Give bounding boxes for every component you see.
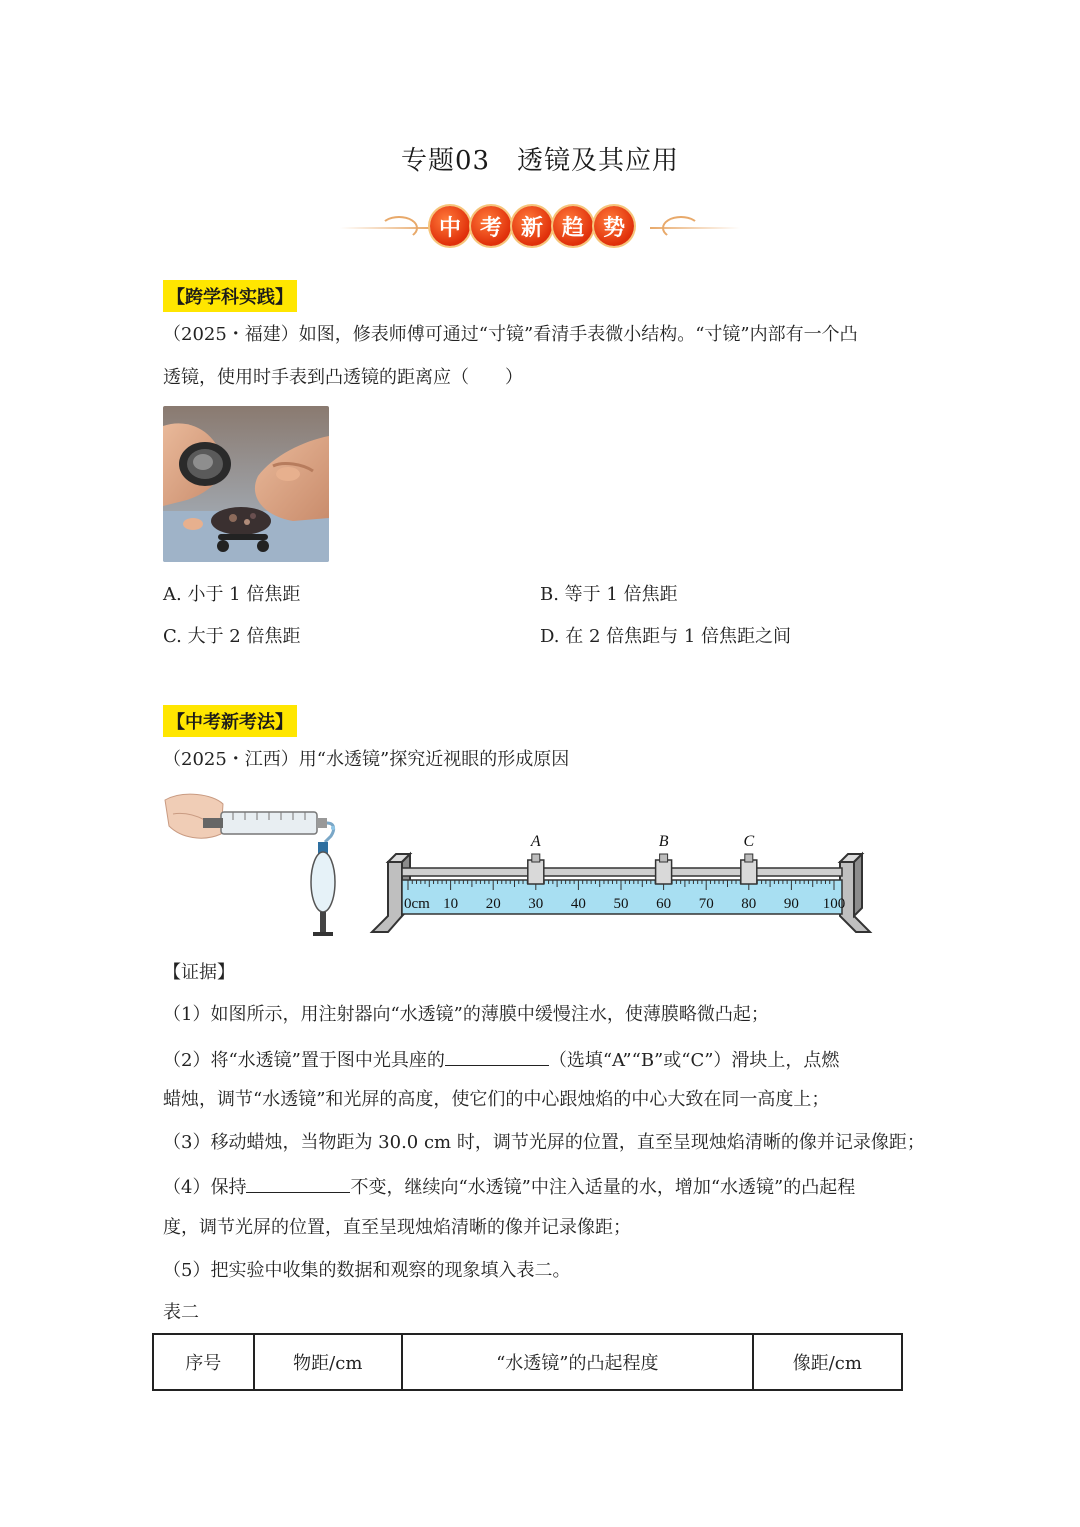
banner-line-right — [650, 227, 740, 229]
banner-characters — [430, 206, 634, 246]
scale-label: 100 — [822, 896, 846, 912]
step1-text: （1）如图所示，用注射器向“水透镜”的薄膜中缓慢注水，使薄膜略微凸起； — [163, 1004, 769, 1025]
slider-a — [528, 854, 544, 884]
scale-label: 30 — [528, 896, 544, 912]
step2-line2: 蜡烛，调节“水透镜”和光屏的高度，使它们的中心跟烛焰的中心大致在同一高度上； — [163, 1089, 830, 1110]
banner-char: 中 — [430, 206, 470, 246]
slider-label: B — [658, 833, 669, 850]
step4-suffix: 不变，继续向“水透镜”中注入适量的水，增加“水透镜”的凸起程 — [350, 1177, 856, 1198]
scale-label: 50 — [613, 896, 629, 912]
scale-label: 40 — [570, 896, 586, 912]
answer-blank-slider[interactable] — [445, 1047, 549, 1066]
table-header-row — [153, 1334, 902, 1390]
step2-prefix: （2）将“水透镜”置于图中光具座的 — [163, 1050, 445, 1071]
table-header-cell: “水透镜”的凸起程度 — [402, 1334, 753, 1390]
banner-char: 趋 — [553, 206, 593, 246]
step2-suffix: （选填“A”“B”或“C”）滑块上，点燃 — [548, 1050, 840, 1071]
scale-label: 60 — [656, 896, 672, 912]
banner-char: 考 — [471, 206, 511, 246]
option-b: B. 等于 1 倍焦距 — [540, 584, 678, 605]
step4-prefix: （4）保持 — [163, 1177, 247, 1198]
scale-label: 70 — [698, 896, 714, 912]
optical-bench-figure — [368, 828, 878, 938]
trend-banner — [340, 200, 740, 256]
swirl-ornament-icon — [380, 216, 418, 240]
step3-text: （3）移动蜡烛，当物距为 30.0 cm 时，调节光屏的位置，直至呈现烛焰清晰的像并记录像距； — [163, 1132, 925, 1153]
slider-b — [656, 854, 672, 884]
optical-bench-svg — [368, 828, 878, 938]
banner-char: 势 — [594, 206, 634, 246]
option-c: C. 大于 2 倍焦距 — [163, 626, 301, 647]
question1-line1: （2025・福建）如图，修表师傅可通过“寸镜”看清手表微小结构。“寸镜”内部有一个凸 — [163, 324, 858, 345]
slider-c — [741, 854, 757, 884]
step5-text: （5）把实验中收集的数据和观察的现象填入表二。 — [163, 1260, 571, 1281]
scale-label: 10 — [443, 896, 459, 912]
step4-line1 — [163, 1174, 855, 1199]
step2-line1 — [163, 1047, 839, 1072]
scale-label: 90 — [783, 896, 799, 912]
watchmaker-photo — [163, 406, 329, 562]
table-header-cell: 序号 — [153, 1334, 254, 1390]
scale-label: 0cm — [404, 896, 430, 912]
question2-intro: （2025・江西）用“水透镜”探究近视眼的形成原因 — [163, 749, 570, 770]
answer-blank-keep[interactable] — [246, 1174, 350, 1193]
slider-label: A — [530, 833, 541, 850]
banner-char: 新 — [512, 206, 552, 246]
scale-label: 80 — [741, 896, 757, 912]
evidence-heading: 【证据】 — [163, 962, 235, 983]
option-a: A. 小于 1 倍焦距 — [163, 584, 301, 605]
step4-line2: 度，调节光屏的位置，直至呈现烛焰清晰的像并记录像距； — [163, 1217, 631, 1238]
table-header-cell: 物距/cm — [254, 1334, 402, 1390]
question1-line2: 透镜，使用时手表到凸透镜的距离应（ ） — [163, 367, 523, 388]
table-header-cell: 像距/cm — [753, 1334, 902, 1390]
scale-label: 20 — [485, 896, 501, 912]
section-tag-interdisciplinary: 【跨学科实践】 — [163, 280, 297, 312]
section-tag-new-method: 【中考新考法】 — [163, 705, 297, 737]
option-d: D. 在 2 倍焦距与 1 倍焦距之间 — [540, 626, 792, 647]
syringe-water-lens-figure — [163, 790, 343, 940]
page-title: 专题03 透镜及其应用 — [400, 146, 680, 176]
data-table — [152, 1333, 903, 1391]
slider-label: C — [743, 833, 755, 850]
table-caption: 表二 — [163, 1302, 199, 1323]
